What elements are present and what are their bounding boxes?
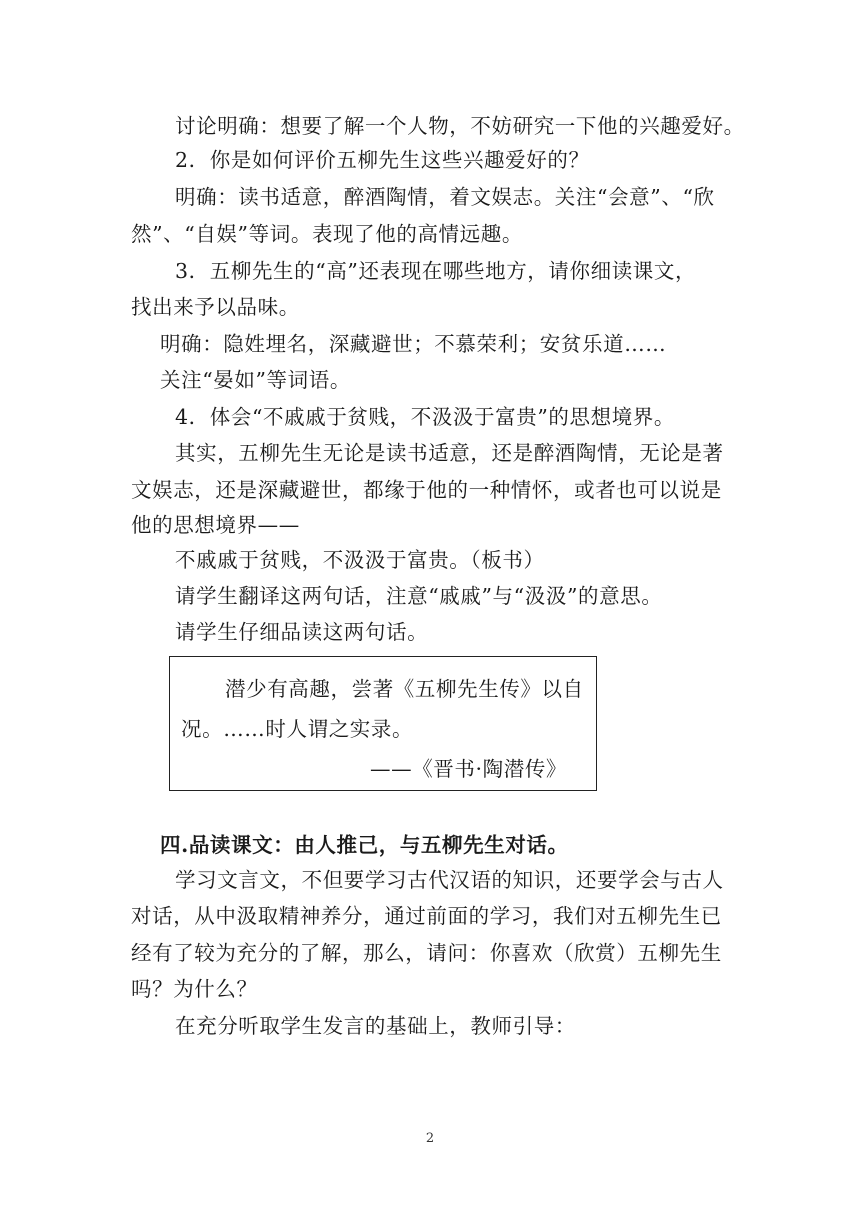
paragraph-line: 找出来予以品味。 <box>131 295 300 319</box>
paragraph-line: 他的思想境界—— <box>131 513 300 537</box>
quote-box <box>169 656 597 791</box>
paragraph-line: 请学生仔细品读这两句话。 <box>175 620 429 644</box>
paragraph-line: 在充分听取学生发言的基础上，教师引导： <box>175 1014 576 1038</box>
paragraph-line: 文娱志，还是深藏避世，都缘于他的一种情怀，或者也可以说是 <box>131 478 722 502</box>
paragraph-line: 其实，五柳先生无论是读书适意，还是醉酒陶情，无论是著 <box>175 441 724 465</box>
paragraph-line: 然”、“自娱”等词。表现了他的高情远趣。 <box>131 222 523 246</box>
quote-line: 况。……时人谓之实录。 <box>181 717 414 741</box>
section-heading: 四.品读课文：由人推己，与五柳先生对话。 <box>160 833 569 857</box>
question-2: 2．你是如何评价五柳先生这些兴趣爱好的？ <box>175 148 590 172</box>
page-number: 2 <box>425 1131 435 1146</box>
paragraph-line: 明确：读书适意，醉酒陶情，着文娱志。关注“会意”、“欣 <box>175 185 715 209</box>
paragraph-line: 关注“晏如”等词语。 <box>160 368 351 392</box>
quote-source: ——《晋书·陶潜传》 <box>370 757 568 781</box>
board-writing: 不戚戚于贫贱，不汲汲于富贵。（板书） <box>175 548 545 572</box>
paragraph-line: 吗？为什么？ <box>131 977 258 1001</box>
paragraph-line: 讨论明确：想要了解一个人物，不妨研究一下他的兴趣爱好。 <box>175 114 745 138</box>
question-4: 4．体会“不戚戚于贫贱，不汲汲于富贵”的思想境界。 <box>175 405 676 429</box>
paragraph-line: 学习文言文，不但要学习古代汉语的知识，还要学会与古人 <box>175 868 724 892</box>
paragraph-line: 对话，从中汲取精神养分，通过前面的学习，我们对五柳先生已 <box>131 904 722 928</box>
quote-line: 潜少有高趣，尝著《五柳先生传》以自 <box>225 677 584 701</box>
paragraph-line: 请学生翻译这两句话，注意“戚戚”与“汲汲”的意思。 <box>175 584 663 608</box>
question-3: 3．五柳先生的“高”还表现在哪些地方，请你细读课文， <box>175 259 697 283</box>
paragraph-line: 经有了较为充分的了解，那么，请问：你喜欢（欣赏）五柳先生 <box>131 941 722 965</box>
paragraph-line: 明确：隐姓埋名，深藏避世；不慕荣利；安贫乐道…… <box>160 332 667 356</box>
